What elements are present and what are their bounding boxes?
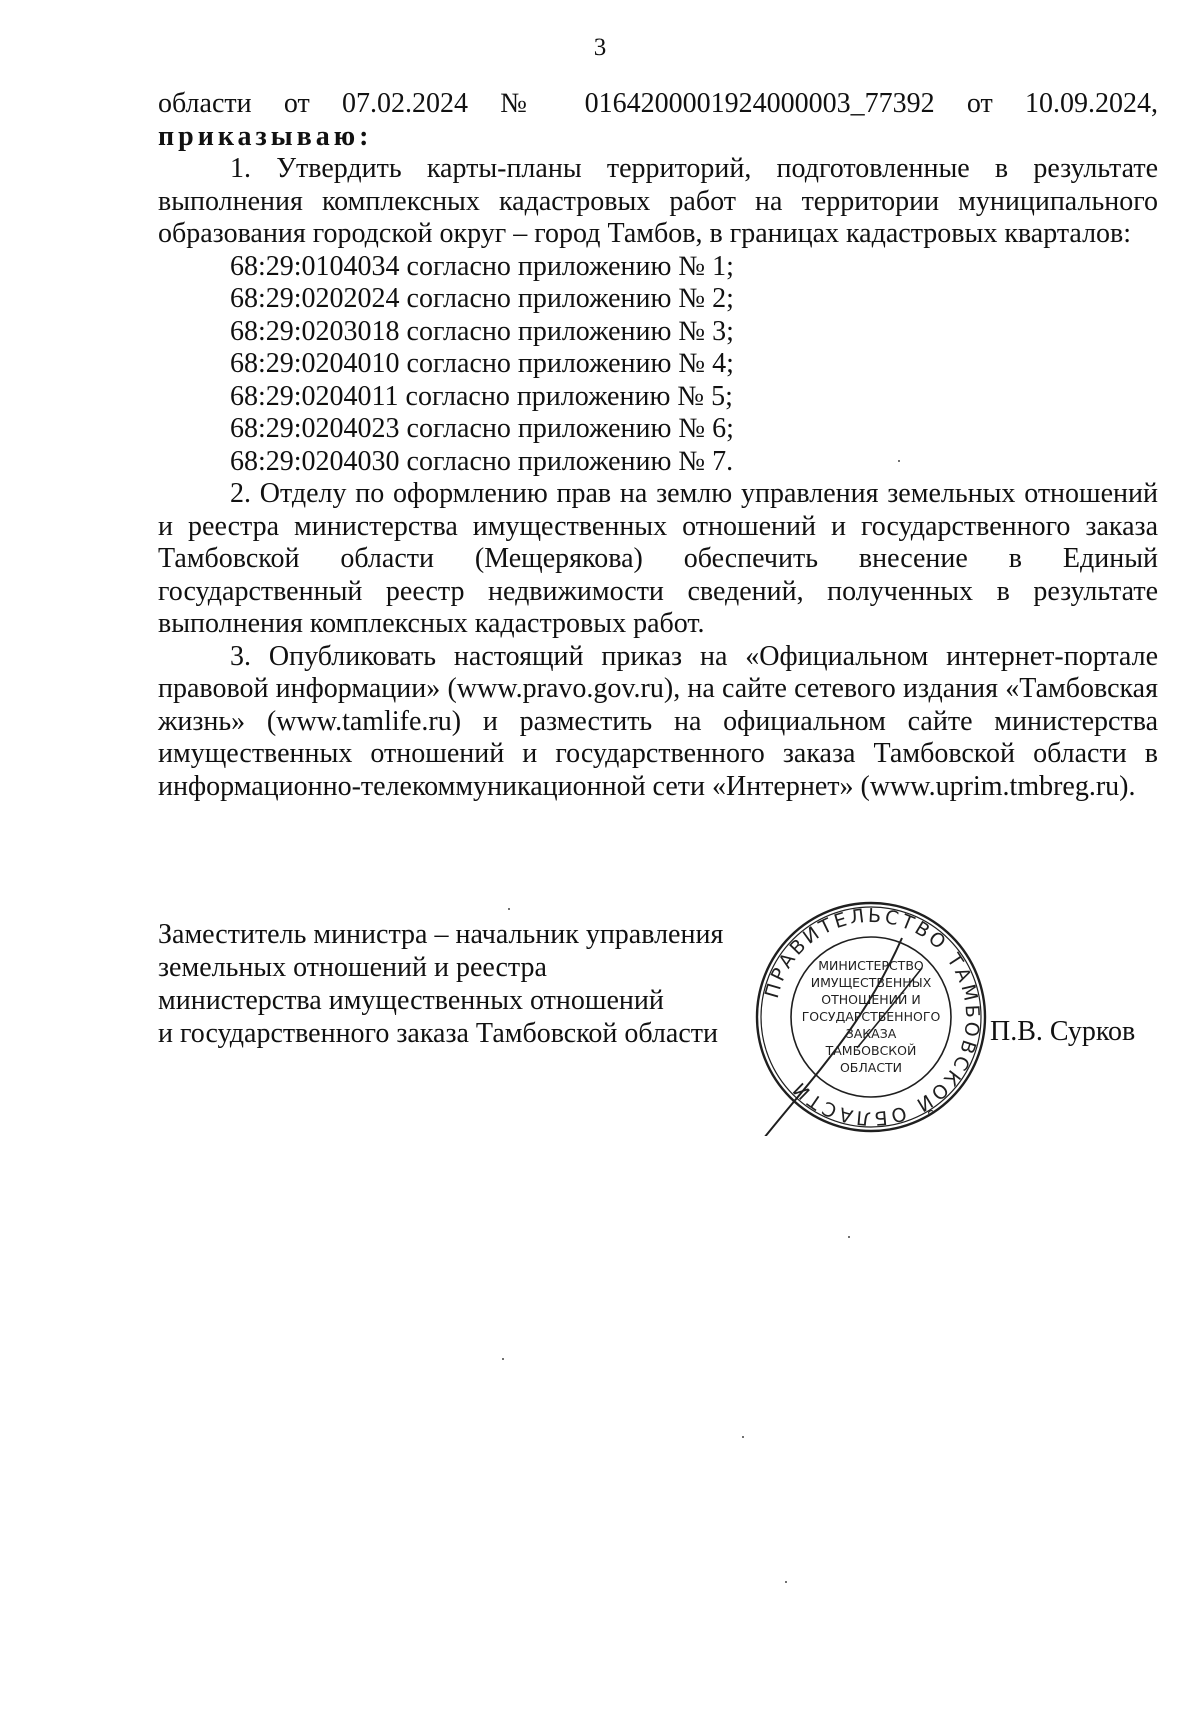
list-item: 68:29:0204030 согласно приложению № 7. [230,445,734,477]
signer-position-line: земельных отношений и реестра [158,952,547,983]
list-item: 68:29:0204010 согласно приложению № 4; [230,348,734,379]
scan-speck [508,908,510,910]
seal-center-line: МИНИСТЕРСТВО [818,958,924,973]
signer-name: П.В. Сурков [990,1016,1136,1047]
scan-speck [742,1436,744,1438]
list-item: 68:29:0202024 согласно приложению № 2; [230,283,734,314]
seal-ring-text: ПРАВИТЕЛЬСТВО ТАМБОВСКОЙ ОБЛАСТИ [760,904,984,1130]
seal-center-line: ОБЛАСТИ [839,1060,903,1075]
list-item: 68:29:0204011 согласно приложению № 5; [230,380,733,412]
list-item: 68:29:0204023 согласно приложению № 6; [230,413,734,444]
page-number: 3 [593,34,607,61]
cadastral-quarter-list [158,251,1158,479]
seal-graphic [752,898,990,1136]
scan-speck [898,460,900,462]
seal-center-line: ИМУЩЕСТВЕННЫХ [810,975,932,990]
official-seal [752,898,990,1136]
seal-center-line: ТАМБОВСКОЙ [825,1043,917,1058]
signer-position [158,918,778,1050]
order-word: приказываю: [158,120,373,152]
signer-position-line: Заместитель министра – начальник управления [158,919,724,950]
signer-position-line: и государственного заказа Тамбовской области [158,1018,718,1049]
list-item: 68:29:0203018 согласно приложению № 3; [230,315,734,347]
seal-center-line: ОТНОШЕНИЙ И [821,992,921,1007]
intro-line: области от 07.02.2024 № 0164200001924000003_77392 от 10.09.2024, [158,88,1158,119]
list-item: 68:29:0104034 согласно приложению № 1; [230,250,734,282]
item-3-text: 3. Опубликовать настоящий приказ на «Официальном интернет-портале правовой информации» (www.pravo.gov.ru), на сайте сетевого издания «Тамбовская жизнь» (www.tamlife.ru) и разместить на официальном сайте министерства имущественных отношений и государственного заказа Тамбовской области в информационно-телекоммуникационной сети «Интернет» (www.uprim.tmbreg.ru). [158,640,1158,802]
scan-speck [785,1581,787,1583]
item-2-text: 2. Отделу по оформлению прав на землю управления земельных отношений и реестра министерства имущественных отношений и государственного заказа Тамбовской области (Мещерякова) обеспечить внесение в Единый государственный реестр недвижимости сведений, полученных в результате выполнения комплексных кадастровых работ. [158,478,1158,639]
scan-speck [502,1358,504,1360]
item-1-text: 1. Утвердить карты-планы территорий, подготовленные в результате выполнения комплексных кадастровых работ на территории муниципального образования городской округ – город Тамбов, в границах кадастровых кварталов: [158,153,1158,249]
signer-position-line: министерства имущественных отношений [158,985,664,1016]
document-body [158,88,1158,803]
seal-center-line: ЗАКАЗА [845,1026,897,1041]
scan-speck [848,1236,850,1238]
seal-center-line: ГОСУДАРСТВЕННОГО [801,1009,941,1024]
